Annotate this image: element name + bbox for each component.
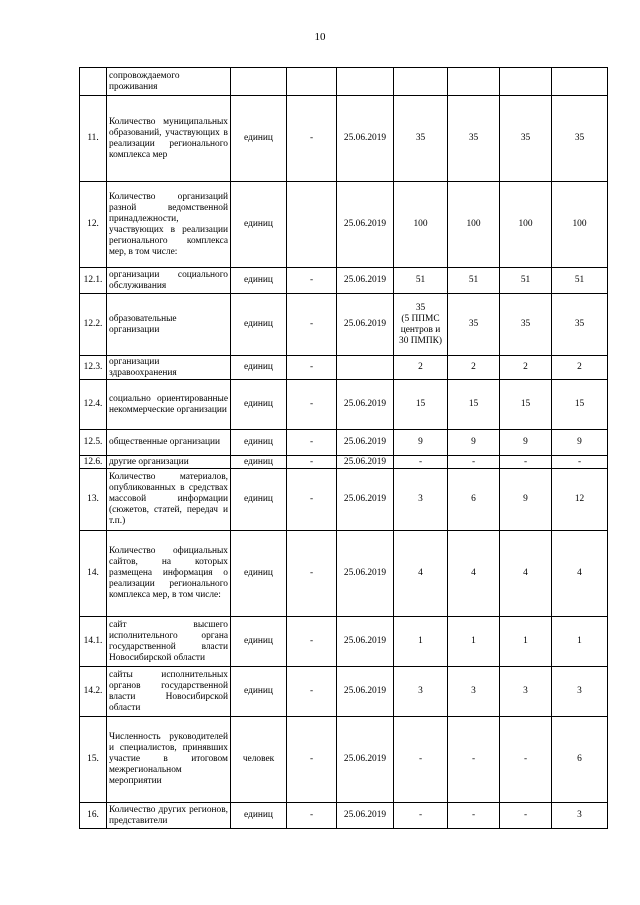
value-2020-cell (448, 531, 500, 617)
unit-cell-text: единиц (244, 810, 273, 820)
date-cell (337, 182, 394, 268)
unit-cell-text: единиц (244, 399, 273, 409)
indicator-name-text: другие организации (109, 456, 189, 467)
value-2020-cell (448, 430, 500, 456)
value-2021-cell-text: 3 (523, 686, 528, 696)
table-row (80, 268, 608, 294)
row-number-text: 13. (87, 494, 99, 504)
value-2019-cell-text: 2 (418, 362, 423, 372)
date-cell-text: 25.06.2019 (343, 568, 387, 578)
value-2021-cell-text: 2 (523, 362, 528, 372)
row-number-text: 12.3. (83, 362, 103, 372)
unit-cell-text: единиц (244, 494, 273, 504)
table-row (80, 617, 608, 667)
value-2022-cell (552, 68, 608, 96)
row-number-text: 12.4. (83, 399, 103, 409)
value-2020-cell-text: 2 (471, 362, 476, 372)
row-number (80, 717, 107, 803)
table-row (80, 96, 608, 182)
value-2021-cell (500, 356, 552, 380)
base-value-cell-text: - (309, 399, 314, 409)
value-2022-cell (552, 456, 608, 469)
unit-cell (231, 182, 287, 268)
value-2022-cell-text: - (577, 456, 582, 467)
value-2019-cell-text: 15 (415, 399, 426, 409)
date-cell (337, 294, 394, 356)
value-2019-cell (394, 356, 448, 380)
base-value-cell-text: - (309, 754, 314, 764)
unit-cell (231, 294, 287, 356)
base-value-cell-text: - (309, 319, 314, 329)
date-cell-text: 25.06.2019 (343, 456, 387, 467)
indicator-name-text: Количество других регионов, представители (109, 804, 228, 826)
value-2022-cell-text: 35 (574, 319, 585, 329)
value-2021-cell (500, 96, 552, 182)
row-number-text: 14.1. (83, 636, 103, 646)
row-number (80, 294, 107, 356)
value-2019-cell (394, 68, 448, 96)
base-value-cell-text: - (309, 810, 314, 820)
value-2022-cell-text: 35 (574, 133, 585, 143)
unit-cell-text: единиц (244, 636, 273, 646)
unit-cell-text: единиц (244, 568, 273, 578)
value-2020-cell (448, 182, 500, 268)
value-2020-cell-text: 1 (471, 636, 476, 646)
indicator-name (107, 531, 231, 617)
date-cell-text: 25.06.2019 (343, 810, 387, 820)
value-2022-cell (552, 430, 608, 456)
unit-cell (231, 531, 287, 617)
value-2022-cell (552, 667, 608, 717)
row-number-text: 14. (87, 568, 99, 578)
row-number-text: 14.2. (83, 686, 103, 696)
indicator-name (107, 356, 231, 380)
table-row (80, 68, 608, 96)
row-number-text: 12.6. (83, 456, 103, 467)
row-number-text: 12.2. (83, 319, 103, 329)
value-2021-cell (500, 380, 552, 430)
date-cell-text: 25.06.2019 (343, 399, 387, 409)
indicator-name-text: образовательные организации (109, 313, 177, 335)
base-value-cell-text: - (309, 456, 314, 467)
indicator-name-text: Количество официальных сайтов, на которых размещена информация о реализации регионального комплекса мер, в том числе: (109, 546, 228, 600)
value-2022-cell-text: 100 (572, 219, 587, 229)
value-2021-cell (500, 617, 552, 667)
indicator-name (107, 667, 231, 717)
date-cell-text: 25.06.2019 (343, 494, 387, 504)
value-2019-cell-text: 4 (418, 568, 423, 578)
table-row (80, 380, 608, 430)
row-number (80, 803, 107, 829)
date-cell-text: 25.06.2019 (343, 275, 387, 285)
indicator-name (107, 803, 231, 829)
value-2020-cell-text: - (471, 456, 476, 467)
unit-cell (231, 356, 287, 380)
row-number (80, 96, 107, 182)
value-2022-cell-text: 15 (574, 399, 585, 409)
value-2021-cell-text: 51 (520, 275, 531, 285)
value-2020-cell (448, 617, 500, 667)
indicator-name (107, 469, 231, 531)
row-number (80, 469, 107, 531)
base-value-cell (287, 456, 337, 469)
table-row (80, 717, 608, 803)
value-2022-cell-text: 9 (577, 437, 582, 447)
base-value-cell-text: - (309, 362, 314, 372)
value-2019-cell (394, 380, 448, 430)
unit-cell (231, 803, 287, 829)
unit-cell-text: единиц (244, 133, 273, 143)
row-number (80, 617, 107, 667)
value-2022-cell-text: 3 (577, 810, 582, 820)
date-cell (337, 617, 394, 667)
unit-cell (231, 96, 287, 182)
table-row (80, 356, 608, 380)
unit-cell-text: единиц (244, 275, 273, 285)
indicator-name-text: организации здравоохранения (109, 356, 177, 378)
value-2020-cell-text: 6 (471, 494, 476, 504)
value-2020-cell-text: - (471, 754, 476, 764)
date-cell (337, 380, 394, 430)
value-2021-cell-text: 100 (518, 219, 533, 229)
indicator-name (107, 717, 231, 803)
date-cell (337, 717, 394, 803)
value-2021-cell (500, 456, 552, 469)
value-2022-cell (552, 531, 608, 617)
value-2021-cell (500, 294, 552, 356)
value-2022-cell (552, 803, 608, 829)
base-value-cell-text: - (309, 133, 314, 143)
value-2019-cell (394, 717, 448, 803)
value-2021-cell (500, 469, 552, 531)
unit-cell-text: человек (242, 754, 275, 764)
value-2021-cell (500, 68, 552, 96)
value-2020-cell-text: 35 (468, 133, 479, 143)
value-2022-cell (552, 617, 608, 667)
base-value-cell-text: - (309, 686, 314, 696)
indicator-name (107, 268, 231, 294)
base-value-cell (287, 96, 337, 182)
table-row (80, 430, 608, 456)
indicator-name-text: Численность руководителей и специалистов, принявших участие в итоговом межрегиональном мероприятии (109, 732, 228, 786)
base-value-cell (287, 294, 337, 356)
base-value-cell (287, 667, 337, 717)
value-2021-cell (500, 430, 552, 456)
date-cell (337, 96, 394, 182)
value-2020-cell-text: 9 (471, 437, 476, 447)
value-2019-cell (394, 803, 448, 829)
base-value-cell-text: - (309, 494, 314, 504)
row-number-text: 12. (87, 219, 99, 229)
value-2019-cell-text: 35 (415, 133, 426, 143)
date-cell (337, 531, 394, 617)
unit-cell-text: единиц (244, 456, 273, 467)
indicator-name-text: сайты исполнительных органов государственной власти Новосибирской области (109, 669, 228, 713)
value-2020-cell-text: 51 (468, 275, 479, 285)
value-2019-cell (394, 430, 448, 456)
date-cell (337, 456, 394, 469)
base-value-cell (287, 380, 337, 430)
table-row (80, 667, 608, 717)
page-number: 10 (314, 31, 326, 43)
value-2021-cell-text: 4 (523, 568, 528, 578)
value-2020-cell (448, 294, 500, 356)
table-row (80, 531, 608, 617)
indicator-name (107, 96, 231, 182)
value-2020-cell-text: 15 (468, 399, 479, 409)
table-row (80, 456, 608, 469)
value-2020-cell-text: 100 (466, 219, 481, 229)
value-2020-cell (448, 667, 500, 717)
indicator-name (107, 430, 231, 456)
indicator-name-text: общественные организации (109, 437, 221, 447)
indicator-name-text: Количество муниципальных образований, участвующих в реализации регионального комплекса мер (109, 116, 228, 160)
date-cell (337, 68, 394, 96)
value-2019-cell (394, 667, 448, 717)
date-cell-text: 25.06.2019 (343, 437, 387, 447)
value-2022-cell (552, 469, 608, 531)
value-2019-cell (394, 294, 448, 356)
base-value-cell-text: - (309, 275, 314, 285)
value-2020-cell (448, 356, 500, 380)
value-2021-cell-text: 35 (520, 133, 531, 143)
value-2019-cell (394, 456, 448, 469)
table-row (80, 294, 608, 356)
unit-cell-text: единиц (244, 319, 273, 329)
value-2021-cell (500, 268, 552, 294)
row-number (80, 531, 107, 617)
value-2020-cell (448, 96, 500, 182)
unit-cell-text: единиц (244, 362, 273, 372)
value-2020-cell (448, 803, 500, 829)
date-cell-text: 25.06.2019 (343, 219, 387, 229)
table-row (80, 469, 608, 531)
date-cell-text: 25.06.2019 (343, 636, 387, 646)
indicator-name-text: социально ориентированные некоммерческие организации (109, 393, 228, 415)
row-number-text: 12.5. (83, 437, 103, 447)
row-number-text: 16. (87, 810, 99, 820)
row-number-text: 12.1. (83, 275, 103, 285)
row-number (80, 667, 107, 717)
value-2021-cell-text: 9 (523, 437, 528, 447)
value-2019-cell-text: 51 (415, 275, 426, 285)
value-2022-cell-text: 12 (574, 494, 585, 504)
base-value-cell (287, 717, 337, 803)
unit-cell (231, 469, 287, 531)
base-value-cell (287, 430, 337, 456)
value-2019-cell-text: - (418, 456, 423, 467)
value-2020-cell (448, 469, 500, 531)
indicator-name (107, 380, 231, 430)
row-number (80, 356, 107, 380)
value-2021-cell (500, 717, 552, 803)
value-2021-cell-text: - (523, 456, 528, 467)
value-2020-cell-text: 35 (468, 319, 479, 329)
date-cell (337, 803, 394, 829)
row-number (80, 182, 107, 268)
value-2021-cell (500, 531, 552, 617)
value-2022-cell (552, 294, 608, 356)
value-2022-cell-text: 2 (577, 362, 582, 372)
value-2022-cell (552, 268, 608, 294)
value-2019-cell (394, 469, 448, 531)
date-cell-text: 25.06.2019 (343, 754, 387, 764)
value-2019-cell (394, 96, 448, 182)
unit-cell (231, 68, 287, 96)
indicator-name (107, 617, 231, 667)
unit-cell-text: единиц (244, 219, 273, 229)
indicator-name-text: организации социального обслуживания (109, 269, 228, 291)
unit-cell-text: единиц (244, 686, 273, 696)
base-value-cell (287, 68, 337, 96)
value-2020-cell-text: 4 (471, 568, 476, 578)
value-2019-cell-text: 100 (413, 219, 428, 229)
unit-cell (231, 667, 287, 717)
base-value-cell-text: - (309, 568, 314, 578)
value-2022-cell (552, 717, 608, 803)
value-2020-cell-text: - (471, 810, 476, 820)
row-number (80, 380, 107, 430)
date-cell (337, 268, 394, 294)
unit-cell (231, 380, 287, 430)
value-2020-cell-text: 3 (471, 686, 476, 696)
value-2022-cell (552, 380, 608, 430)
indicator-name (107, 456, 231, 469)
date-cell (337, 430, 394, 456)
unit-cell (231, 268, 287, 294)
base-value-cell (287, 356, 337, 380)
value-2022-cell (552, 356, 608, 380)
value-2021-cell-text: 15 (520, 399, 531, 409)
unit-cell-text: единиц (244, 437, 273, 447)
value-2022-cell (552, 96, 608, 182)
value-2019-cell (394, 531, 448, 617)
value-2021-cell-text: 9 (523, 494, 528, 504)
value-2022-cell (552, 182, 608, 268)
unit-cell (231, 717, 287, 803)
date-cell-text: 25.06.2019 (343, 319, 387, 329)
value-2022-cell-text: 4 (577, 568, 582, 578)
value-2020-cell (448, 68, 500, 96)
date-cell-text: 25.06.2019 (343, 133, 387, 143)
value-2019-cell-text: 9 (418, 437, 423, 447)
indicator-name-text: сайт высшего исполнительного органа государственной власти Новосибирской области (109, 619, 228, 663)
base-value-cell-text: - (309, 636, 314, 646)
indicator-name-text: сопровождаемого проживания (109, 70, 180, 92)
value-2022-cell-text: 6 (577, 754, 582, 764)
value-2019-cell-text: 3 (418, 686, 423, 696)
base-value-cell (287, 268, 337, 294)
indicator-name-text: Количество материалов, опубликованных в средствах массовой информации (сюжетов, статей, передач и т.п.) (109, 472, 228, 526)
value-2020-cell (448, 380, 500, 430)
value-2021-cell-text: 1 (523, 636, 528, 646)
date-cell (337, 356, 394, 380)
value-2019-cell-text: - (418, 754, 423, 764)
value-2020-cell (448, 456, 500, 469)
value-2019-cell (394, 182, 448, 268)
unit-cell (231, 456, 287, 469)
row-number (80, 68, 107, 96)
value-2021-cell-text: - (523, 810, 528, 820)
unit-cell (231, 617, 287, 667)
value-2021-cell-text: 35 (520, 319, 531, 329)
date-cell (337, 469, 394, 531)
row-number (80, 268, 107, 294)
base-value-cell (287, 617, 337, 667)
unit-cell (231, 430, 287, 456)
value-2021-cell (500, 182, 552, 268)
indicator-name-text: Количество организаций разной ведомственной принадлежности, участвующих в реализации регионального комплекса мер, в том числе: (109, 191, 228, 257)
value-2020-cell (448, 268, 500, 294)
value-2019-cell-text: - (418, 810, 423, 820)
value-2022-cell-text: 3 (577, 686, 582, 696)
value-2022-cell-text: 51 (574, 275, 585, 285)
value-2019-cell (394, 617, 448, 667)
table-row (80, 803, 608, 829)
base-value-cell (287, 469, 337, 531)
row-number (80, 430, 107, 456)
value-2019-cell-text: 1 (418, 636, 423, 646)
row-number (80, 456, 107, 469)
date-cell (337, 667, 394, 717)
base-value-cell (287, 803, 337, 829)
indicator-name (107, 294, 231, 356)
value-2021-cell-text: - (523, 754, 528, 764)
table-row (80, 182, 608, 268)
base-value-cell (287, 182, 337, 268)
base-value-cell (287, 531, 337, 617)
row-number-text: 11. (87, 133, 99, 143)
value-2021-cell (500, 667, 552, 717)
indicators-table (79, 67, 608, 829)
value-2019-cell (394, 268, 448, 294)
date-cell-text: 25.06.2019 (343, 686, 387, 696)
value-2019-cell-text: 35 (5 ППМС центров и 30 ПМПК) (399, 302, 442, 346)
indicator-name (107, 182, 231, 268)
indicator-name (107, 68, 231, 96)
value-2019-cell-text: 3 (418, 494, 423, 504)
row-number-text: 15. (87, 754, 99, 764)
value-2021-cell (500, 803, 552, 829)
value-2020-cell (448, 717, 500, 803)
value-2022-cell-text: 1 (577, 636, 582, 646)
base-value-cell-text: - (309, 437, 314, 447)
